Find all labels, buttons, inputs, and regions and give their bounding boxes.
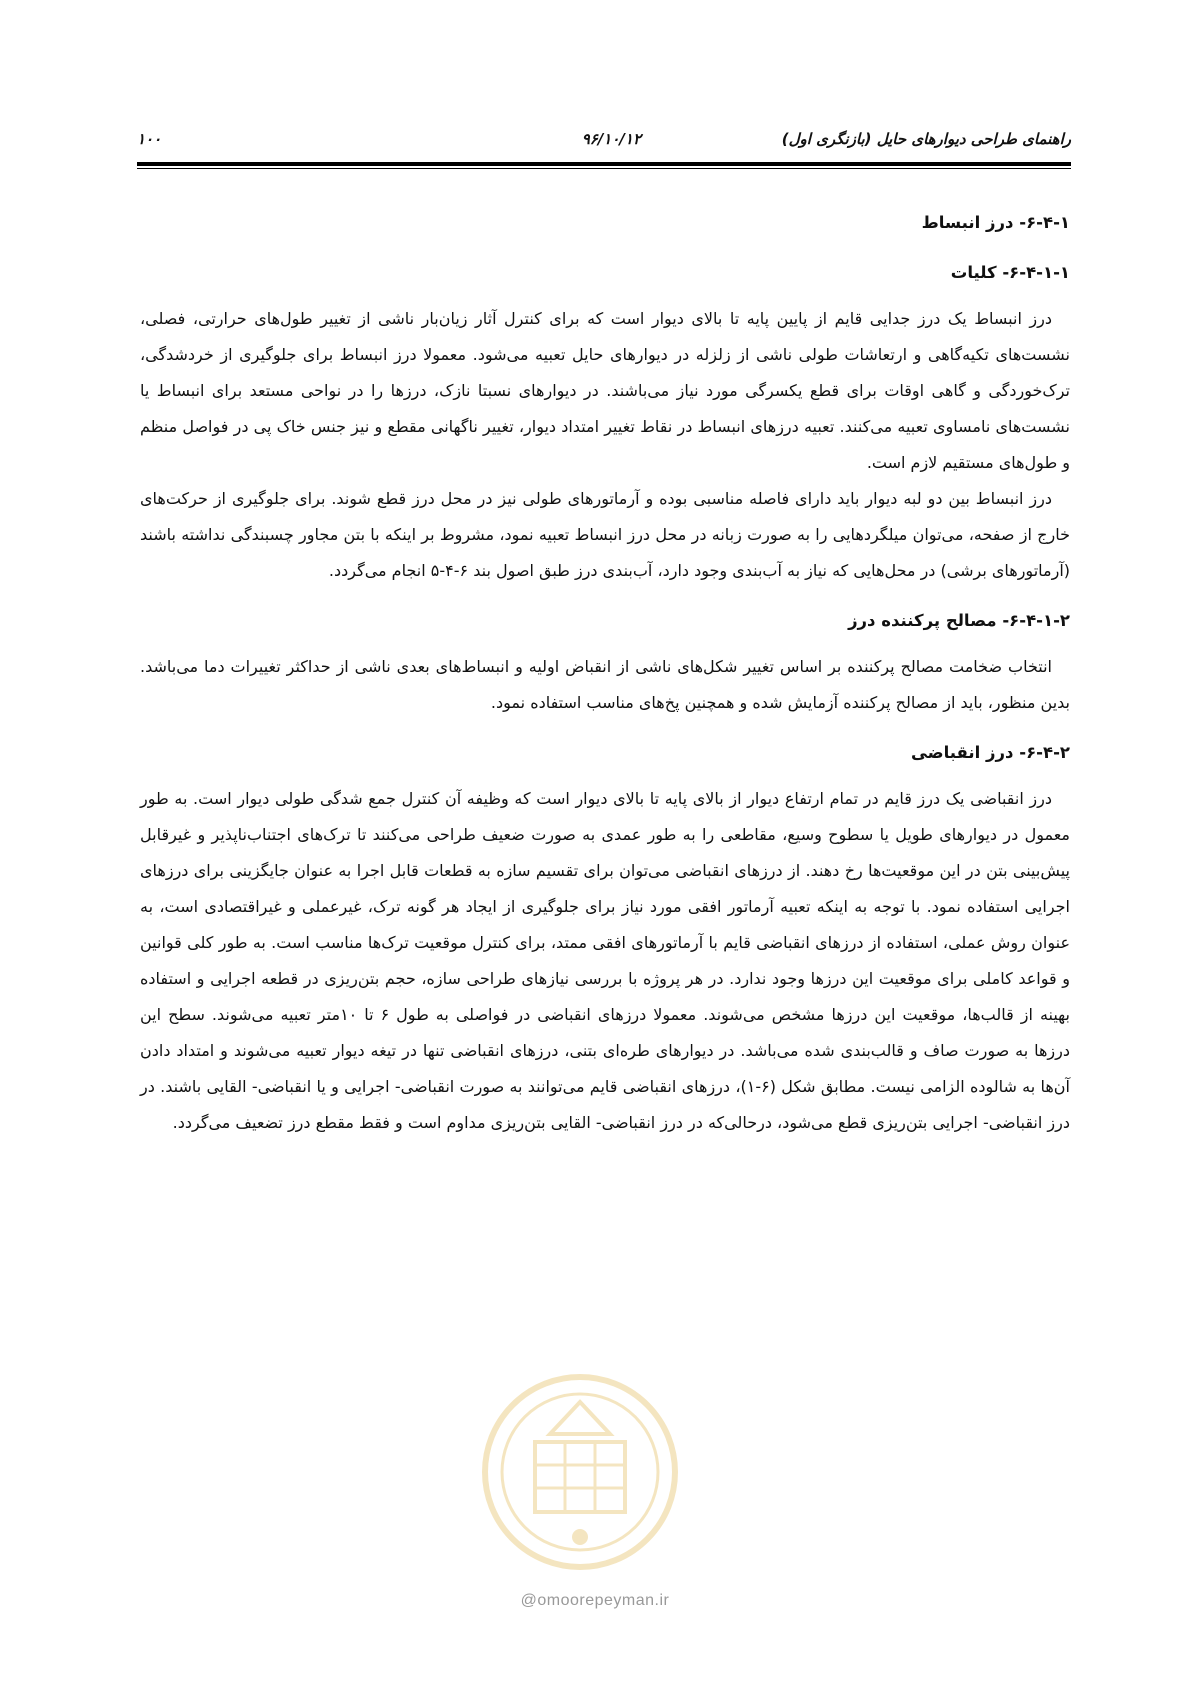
header-rule-thin: [137, 168, 1071, 169]
section-heading-expansion-joint: ۶-۴-۱- درز انبساط: [921, 213, 1070, 232]
header-date: ۹۶/۱۰/۱۲: [581, 130, 641, 148]
paragraph: درز انبساط یک درز جدایی قایم از پایین پایه تا بالای دیوار است که برای کنترل آثار زیان‌بار ناشی از تغییر طول‌های حرارتی، فصلی، نشست‌های تکیه‌گاهی و ارتعاشات طولی ناشی از زلزله در دیوارهای حایل تعبیه می‌شود. معمولا درز انبساط برای جلوگیری از خردشدگی، ترک‌خوردگی و گاهی اوقات برای قطع یکسرگی مورد نیاز می‌باشند. در دیوارهای نسبتا نازک، درزها را در نواحی مستعد برای انبساط یا نشست‌های نامساوی تعبیه می‌کنند. تعبیه درزهای انبساط در نقاط تغییر امتداد دیوار، تغییر ناگهانی مقطع و نیز جنس خاک پی در فواصل منظم و طول‌های مستقیم لازم است.: [140, 309, 1070, 472]
paragraph: درز انبساط بین دو لبه دیوار باید دارای فاصله مناسبی بوده و آرماتورهای طولی نیز در محل درز قطع شوند. برای جلوگیری از حرکت‌های خارج از صفحه، می‌توان میلگردهایی را به صورت زبانه در محل درز انبساط تعبیه نمود، مشروط بر اینکه با بتن مجاور چسبندگی نداشته باشند (آرماتورهای برشی) در محل‌هایی که نیاز به آب‌بندی وجود دارد، آب‌بندی درز طبق اصول بند ۶-۴-۵ انجام می‌گردد.: [140, 489, 1070, 580]
header-rule-thick: [137, 162, 1071, 166]
subsection-heading-general: ۶-۴-۱-۱- کلیات: [950, 263, 1070, 282]
paragraph: انتخاب ضخامت مصالح پرکننده بر اساس تغییر شکل‌های ناشی از انقباض اولیه و انبساط‌های بعدی ناشی از حداکثر تغییرات دما می‌باشد. بدین منظور، باید از مصالح پرکننده آزمایش شده و همچنین پخ‌های مناسب استفاده نمود.: [140, 657, 1070, 712]
page-number: ۱۰۰: [137, 130, 162, 148]
subsection-heading-joint-filler: ۶-۴-۱-۲- مصالح پرکننده درز: [848, 611, 1070, 630]
watermark-seal-icon: [480, 1372, 680, 1572]
section-heading-contraction-joint: ۶-۴-۲- درز انقباضی: [910, 743, 1070, 762]
paragraph: درز انقباضی یک درز قایم در تمام ارتفاع دیوار از بالای پایه تا بالای دیوار است که وظیفه آن کنترل جمع شدگی طولی دیوار است. به طور معمول در دیوارهای طویل یا سطوح وسیع، مقاطعی را به طور عمدی به صورت ضعیف طراحی می‌کنند تا ترک‌های اجتناب‌ناپذیر و غیرقابل پیش‌بینی بتن در این موقعیت‌ها رخ دهند. از درزهای انقباضی می‌توان برای تقسیم سازه به قطعات قابل اجرا به عنوان جایگزینی برای درزهای اجرایی استفاده نمود. با توجه به اینکه تعبیه آرماتور افقی مورد نیاز برای جلوگیری از ایجاد هر گونه ترک، غیرعملی و غیراقتصادی است، به عنوان روش عملی، استفاده از درزهای انقباضی قایم با آرماتورهای افقی ممتد، برای کنترل موقعیت ترک‌ها مناسب است. به طور کلی قوانین و قواعد کاملی برای موقعیت این درزها وجود ندارد. در هر پروژه با بررسی نیازهای طراحی سازه، حجم بتن‌ریزی در قطعه اجرایی و استفاده بهینه از قالب‌ها، موقعیت این درزها مشخص می‌شوند. معمولا درزهای انقباضی در فواصلی به طول ۶ تا ۱۰متر تعبیه می‌شوند. سطح این درزها به صورت صاف و قالب‌بندی شده می‌باشد. در دیوارهای طره‌ای بتنی، درزهای انقباضی تنها در تیغه دیوار تعبیه می‌شوند و امتداد دادن آن‌ها به شالوده الزامی نیست. مطابق شکل (۶-۱)، درزهای انقباضی قایم می‌توانند به صورت انقباضی- اجرایی و یا انقباضی- القایی باشند. در درز انقباضی- اجرایی بتن‌ریزی قطع می‌شود، درحالی‌که در درز انقباضی- القایی بتن‌ریزی مداوم است و فقط مقطع درز تضعیف می‌گردد.: [140, 789, 1071, 1132]
header-title: راهنمای طراحی دیوارهای حایل (بازنگری اول): [781, 130, 1071, 148]
watermark-text: @omoorepeyman.ir: [520, 1592, 670, 1609]
page-body: [140, 205, 1070, 1141]
page-header: [137, 130, 1071, 152]
